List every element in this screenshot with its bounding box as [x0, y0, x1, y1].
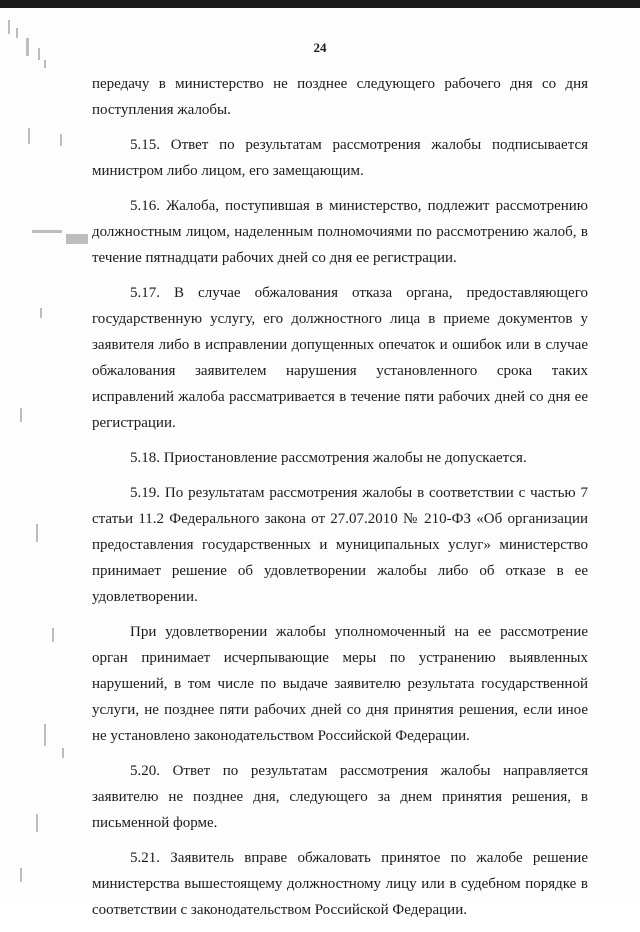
scan-speck	[44, 60, 46, 68]
paragraph-continuation: передачу в министерство не позднее следующего рабочего дня со дня поступления жалобы.	[92, 76, 588, 118]
paragraph-5-21: 5.21. Заявитель вправе обжаловать принятое по жалобе решение министерства вышестоящему должностному лицу или в судебном порядке в соответствии с законодательством Российской Федерации.	[92, 850, 588, 918]
scan-speck	[8, 20, 10, 34]
paragraph-5-19: 5.19. По результатам рассмотрения жалобы в соответствии с частью 7 статьи 11.2 Федерального закона от 27.07.2010 № 210-ФЗ «Об организации предоставления государственных и муниципальных услуг» министерство принимает решение об удовлетворении жалобы либо об отказе в ее удовлетворении.	[92, 485, 588, 605]
scan-speck	[36, 524, 38, 542]
scan-speck	[40, 308, 42, 318]
scan-speck	[20, 408, 22, 422]
document-body	[92, 71, 588, 932]
scan-speck	[16, 28, 18, 38]
scan-speck	[32, 230, 62, 233]
paragraph-5-20: 5.20. Ответ по результатам рассмотрения жалобы направляется заявителю не позднее дня, следующего за днем принятия решения, в письменной форме.	[92, 763, 588, 831]
page-number: 24	[313, 40, 327, 55]
paragraph-5-17: 5.17. В случае обжалования отказа органа, предоставляющего государственную услугу, его должностного лица в приеме документов у заявителя либо в исправлении допущенных опечаток и ошибок или в случае обжалования заявителем нарушения установленного срока таких исправлений жалоба рассматривается в течение пяти рабочих дней со дня ее регистрации.	[92, 285, 588, 431]
paragraph-5-15: 5.15. Ответ по результатам рассмотрения жалобы подписывается министром либо лицом, его замещающим.	[92, 137, 588, 179]
paragraph-5-18: 5.18. Приостановление рассмотрения жалобы не допускается.	[130, 450, 527, 466]
scan-top-border	[0, 0, 640, 8]
scan-speck	[62, 748, 64, 758]
scan-speck	[28, 128, 30, 144]
scan-speck	[44, 724, 46, 746]
paragraph-5-16: 5.16. Жалоба, поступившая в министерство, подлежит рассмотрению должностным лицом, наделенным полномочиями по рассмотрению жалоб, в течение пятнадцати рабочих дней со дня ее регистрации.	[92, 198, 588, 266]
scan-speck	[60, 134, 62, 146]
scan-speck	[66, 234, 88, 244]
scan-speck	[36, 814, 38, 832]
scan-margin-noise	[0, 8, 70, 905]
scan-speck	[52, 628, 54, 642]
scan-speck	[20, 868, 22, 882]
paragraph-remedy: При удовлетворении жалобы уполномоченный на ее рассмотрение орган принимает исчерпывающие меры по устранению выявленных нарушений, в том числе по выдаче заявителю результата государственной услуги, не позднее пяти рабочих дней со дня принятия решения, если иное не установлено законодательством Российской Федерации.	[92, 624, 588, 744]
